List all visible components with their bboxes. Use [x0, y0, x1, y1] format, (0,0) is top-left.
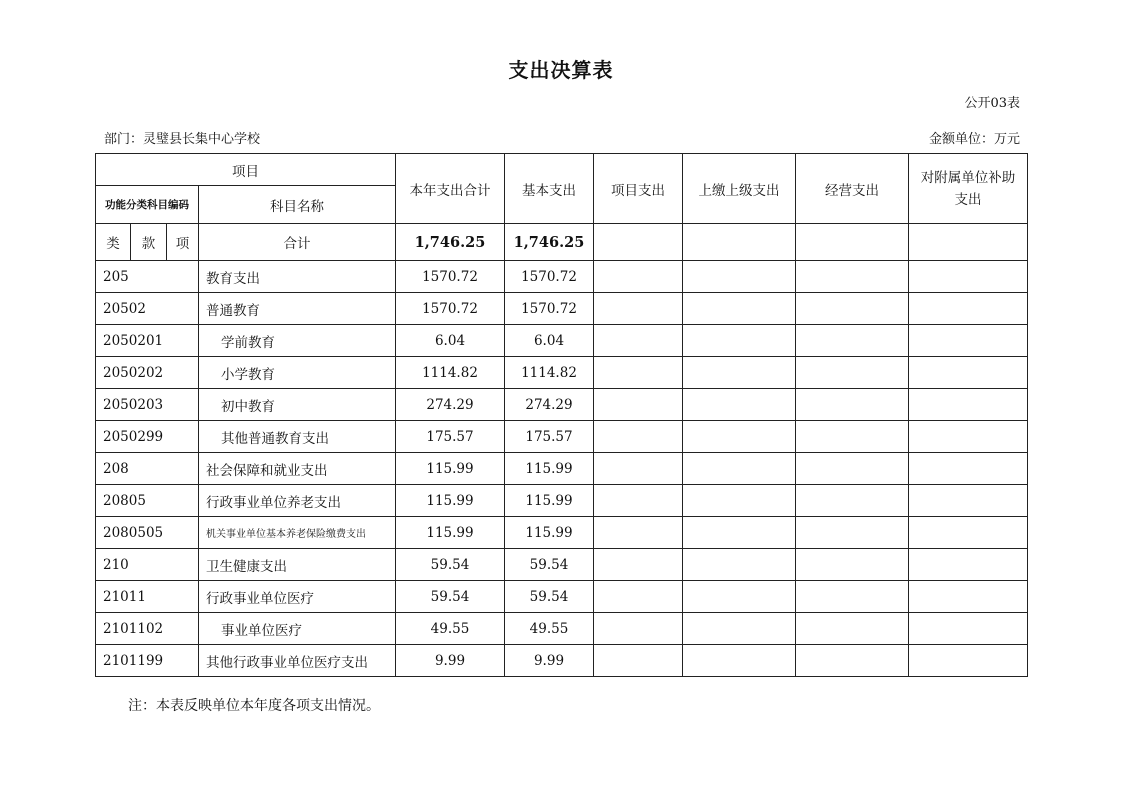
table-row: [96, 293, 1028, 325]
table-row: [96, 517, 1028, 549]
row-code: 210: [96, 549, 199, 581]
row-name: 行政事业单位养老支出: [199, 485, 396, 517]
row-total: 6.04: [396, 325, 505, 357]
table-row: [96, 261, 1028, 293]
table-row: [96, 645, 1028, 677]
sum-total: 1,746.25: [396, 224, 505, 261]
row-basic: 175.57: [505, 421, 594, 453]
row-name: 学前教育: [199, 325, 396, 357]
row-total: 1570.72: [396, 261, 505, 293]
header-upper: 上缴上级支出: [683, 154, 796, 224]
row-total: 1570.72: [396, 293, 505, 325]
row-total: 175.57: [396, 421, 505, 453]
row-code: 2101199: [96, 645, 199, 677]
row-total: 9.99: [396, 645, 505, 677]
table-row: [96, 613, 1028, 645]
form-number: 公开03表: [964, 96, 1020, 111]
header-subject-name: 科目名称: [199, 186, 396, 224]
row-code: 20502: [96, 293, 199, 325]
row-total: 59.54: [396, 581, 505, 613]
row-total: 1114.82: [396, 357, 505, 389]
row-name: 机关事业单位基本养老保险缴费支出: [199, 517, 396, 549]
header-total: 本年支出合计: [396, 154, 505, 224]
sum-label: 合计: [199, 224, 396, 261]
header-func-code: 功能分类科目编码: [96, 186, 199, 224]
footnote: 注：本表反映单位本年度各项支出情况。: [128, 698, 380, 714]
sum-row: [96, 224, 1028, 261]
row-basic: 115.99: [505, 453, 594, 485]
header-row-1: [96, 154, 1028, 186]
expenditure-table: [95, 153, 1028, 677]
row-name: 社会保障和就业支出: [199, 453, 396, 485]
row-name: 初中教育: [199, 389, 396, 421]
row-name: 其他普通教育支出: [199, 421, 396, 453]
row-total: 274.29: [396, 389, 505, 421]
row-basic: 274.29: [505, 389, 594, 421]
row-code: 205: [96, 261, 199, 293]
row-code: 2050203: [96, 389, 199, 421]
row-code: 2050299: [96, 421, 199, 453]
table-row: [96, 389, 1028, 421]
department-label: 部门：灵璧县长集中心学校: [104, 132, 261, 147]
sum-basic: 1,746.25: [505, 224, 594, 261]
header-project: 项目支出: [594, 154, 683, 224]
header-xiang: 项: [167, 224, 199, 261]
row-name: 卫生健康支出: [199, 549, 396, 581]
row-basic: 1114.82: [505, 357, 594, 389]
table-row: [96, 453, 1028, 485]
row-total: 115.99: [396, 453, 505, 485]
row-basic: 115.99: [505, 517, 594, 549]
row-code: 208: [96, 453, 199, 485]
row-basic: 1570.72: [505, 293, 594, 325]
row-total: 115.99: [396, 485, 505, 517]
row-basic: 6.04: [505, 325, 594, 357]
row-name: 小学教育: [199, 357, 396, 389]
table-row: [96, 325, 1028, 357]
row-code: 20805: [96, 485, 199, 517]
table-row: [96, 421, 1028, 453]
table-row: [96, 485, 1028, 517]
table-row: [96, 549, 1028, 581]
row-code: 2080505: [96, 517, 199, 549]
row-name: 行政事业单位医疗: [199, 581, 396, 613]
row-basic: 59.54: [505, 549, 594, 581]
row-basic: 9.99: [505, 645, 594, 677]
row-name: 其他行政事业单位医疗支出: [199, 645, 396, 677]
table-body: [96, 261, 1028, 677]
header-lei: 类: [96, 224, 131, 261]
row-code: 2101102: [96, 613, 199, 645]
row-basic: 59.54: [505, 581, 594, 613]
row-code: 21011: [96, 581, 199, 613]
header-kuan: 款: [131, 224, 167, 261]
table-row: [96, 357, 1028, 389]
page-title: 支出决算表: [508, 58, 614, 82]
row-code: 2050201: [96, 325, 199, 357]
header-business: 经营支出: [796, 154, 909, 224]
table-row: [96, 581, 1028, 613]
row-name: 事业单位医疗: [199, 613, 396, 645]
unit-label: 金额单位：万元: [928, 132, 1020, 147]
header-subsidy: 对附属单位补助支出: [909, 154, 1028, 224]
row-basic: 115.99: [505, 485, 594, 517]
header-item: 项目: [96, 154, 396, 186]
header-basic: 基本支出: [505, 154, 594, 224]
row-basic: 1570.72: [505, 261, 594, 293]
row-name: 普通教育: [199, 293, 396, 325]
row-basic: 49.55: [505, 613, 594, 645]
row-total: 59.54: [396, 549, 505, 581]
row-code: 2050202: [96, 357, 199, 389]
row-total: 49.55: [396, 613, 505, 645]
row-total: 115.99: [396, 517, 505, 549]
row-name: 教育支出: [199, 261, 396, 293]
